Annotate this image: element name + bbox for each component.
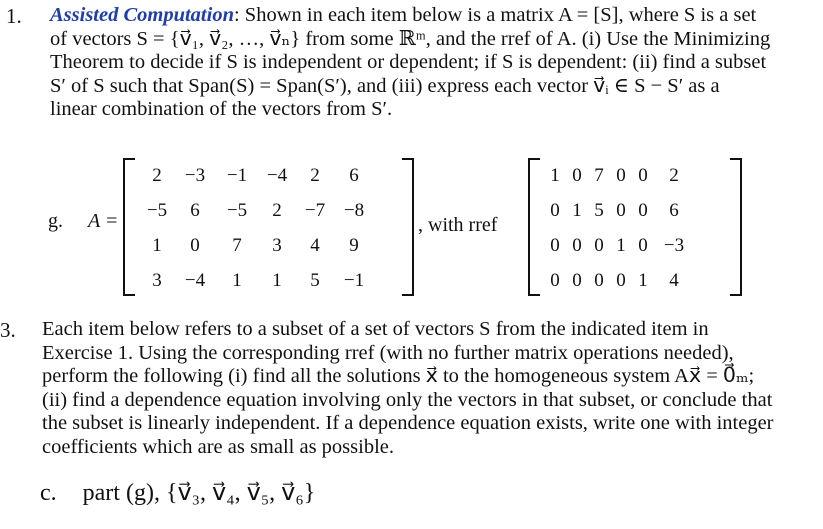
exercise-1-line-5: linear combination of the vectors from S′. xyxy=(50,98,393,120)
rref-cell: 1 xyxy=(616,235,626,256)
exercise-1-line-2: of vectors S = {v⃗₁, v⃗₂, …, v⃗ₙ} from some ℝᵐ, and the rref of A. (i) Use the Minimizing xyxy=(50,27,771,50)
rref-cell: 0 xyxy=(638,200,648,221)
rref-cell: 0 xyxy=(616,200,626,221)
rref-cell: 4 xyxy=(669,270,679,291)
rref-cell: 1 xyxy=(638,270,648,291)
matrix-a-cell: −4 xyxy=(184,270,206,291)
matrix-a-cell: 6 xyxy=(349,165,359,186)
with-rref-label: , with rref xyxy=(418,214,498,236)
matrix-a-cell: 2 xyxy=(310,165,320,186)
exercise-3-line-1: Each item below refers to a subset of a set of vectors S from the indicated item in xyxy=(42,318,709,340)
exercise-3-line-2: Exercise 1. Using the corresponding rref (with no further matrix operations needed), xyxy=(42,341,734,364)
matrix-a-cell: 2 xyxy=(152,165,162,186)
rref-cell: 0 xyxy=(572,270,582,291)
rref-cell: 5 xyxy=(594,200,604,221)
exercise-3-line-5: the subset is linearly independent. If a dependence equation exists, write one with integer xyxy=(42,412,774,434)
matrix-a-cell: −3 xyxy=(184,165,206,186)
matrix-a-cell: 1 xyxy=(152,235,162,256)
rref-right-bracket xyxy=(730,158,742,296)
rref-cell: −3 xyxy=(663,235,685,256)
matrix-a-right-bracket xyxy=(402,158,414,296)
rref-cell: 6 xyxy=(669,200,679,221)
exercise-3-line-3: perform the following (i) find all the solutions x⃗ to the homogeneous system Ax⃗ = 0⃗ₘ; xyxy=(42,365,755,387)
exercise-1-text xyxy=(50,4,786,122)
matrix-a-cell: −1 xyxy=(226,165,248,186)
rref-cell: 0 xyxy=(550,235,560,256)
rref-matrix xyxy=(544,158,694,298)
matrix-a-cell: 3 xyxy=(272,235,282,256)
rref-cell: 0 xyxy=(594,270,604,291)
matrix-a-cell: −7 xyxy=(304,200,326,221)
matrix-a-cell: −8 xyxy=(343,200,365,221)
rref-cell: 0 xyxy=(638,235,648,256)
rref-cell: 0 xyxy=(572,165,582,186)
rref-cell: 2 xyxy=(669,165,679,186)
matrix-a-cell: −5 xyxy=(146,200,168,221)
rref-cell: 1 xyxy=(550,165,560,186)
rref-cell: 0 xyxy=(550,270,560,291)
exercise-3-line-4: (ii) find a dependence equation involving only the vectors in that subset, or conclude that xyxy=(42,388,773,411)
rref-cell: 7 xyxy=(594,165,604,186)
matrix-a-left-bracket xyxy=(123,158,135,296)
part-c-text: part (g), {v⃗₃, v⃗₄, v⃗₅, v⃗₆} xyxy=(82,480,316,506)
matrix-a-cell: 1 xyxy=(272,270,282,291)
matrix-a-cell: −5 xyxy=(226,200,248,221)
assisted-computation-title: Assisted Computation xyxy=(50,4,234,26)
matrix-a xyxy=(140,158,374,298)
rref-cell: 1 xyxy=(572,200,582,221)
exercise-1-line-1: : Shown in each item below is a matrix A = [S], where S is a set xyxy=(233,4,757,26)
matrix-a-cell: 4 xyxy=(310,235,320,256)
part-c-label: c. xyxy=(40,480,57,506)
rref-left-bracket xyxy=(528,158,540,296)
matrix-a-cell: 9 xyxy=(349,235,359,256)
matrix-a-cell: −4 xyxy=(266,165,288,186)
exercise-3-line-6: coefficients which are as small as possible. xyxy=(42,435,395,458)
matrix-a-cell: 3 xyxy=(152,270,162,291)
rref-cell: 0 xyxy=(572,235,582,256)
exercise-1-line-3: Theorem to decide if S is independent or dependent; if S is dependent: (ii) find a subset xyxy=(50,51,767,73)
matrix-a-cell: 6 xyxy=(190,200,200,221)
matrix-a-cell: 7 xyxy=(232,235,242,256)
exercise-3-number: 3. xyxy=(0,318,16,342)
matrix-a-cell: 5 xyxy=(310,270,320,291)
matrix-a-cell: −1 xyxy=(343,270,365,291)
rref-cell: 0 xyxy=(616,165,626,186)
rref-cell: 0 xyxy=(616,270,626,291)
matrix-a-cell: 2 xyxy=(272,200,282,221)
exercise-3-text xyxy=(42,318,782,459)
rref-cell: 0 xyxy=(594,235,604,256)
rref-cell: 0 xyxy=(550,200,560,221)
rref-cell: 0 xyxy=(638,165,648,186)
part-g-label: g. xyxy=(48,210,63,232)
matrix-a-cell: 1 xyxy=(232,270,242,291)
exercise-1-number: 1. xyxy=(6,4,22,28)
part-c xyxy=(40,478,315,507)
exercise-1-line-4: S′ of S such that Span(S) = Span(S′), and (iii) express each vector v⃗ᵢ ∈ S − S′ as a xyxy=(50,74,720,97)
matrix-a-cell: 0 xyxy=(190,235,200,256)
matrix-a-equals: A = xyxy=(88,210,119,232)
